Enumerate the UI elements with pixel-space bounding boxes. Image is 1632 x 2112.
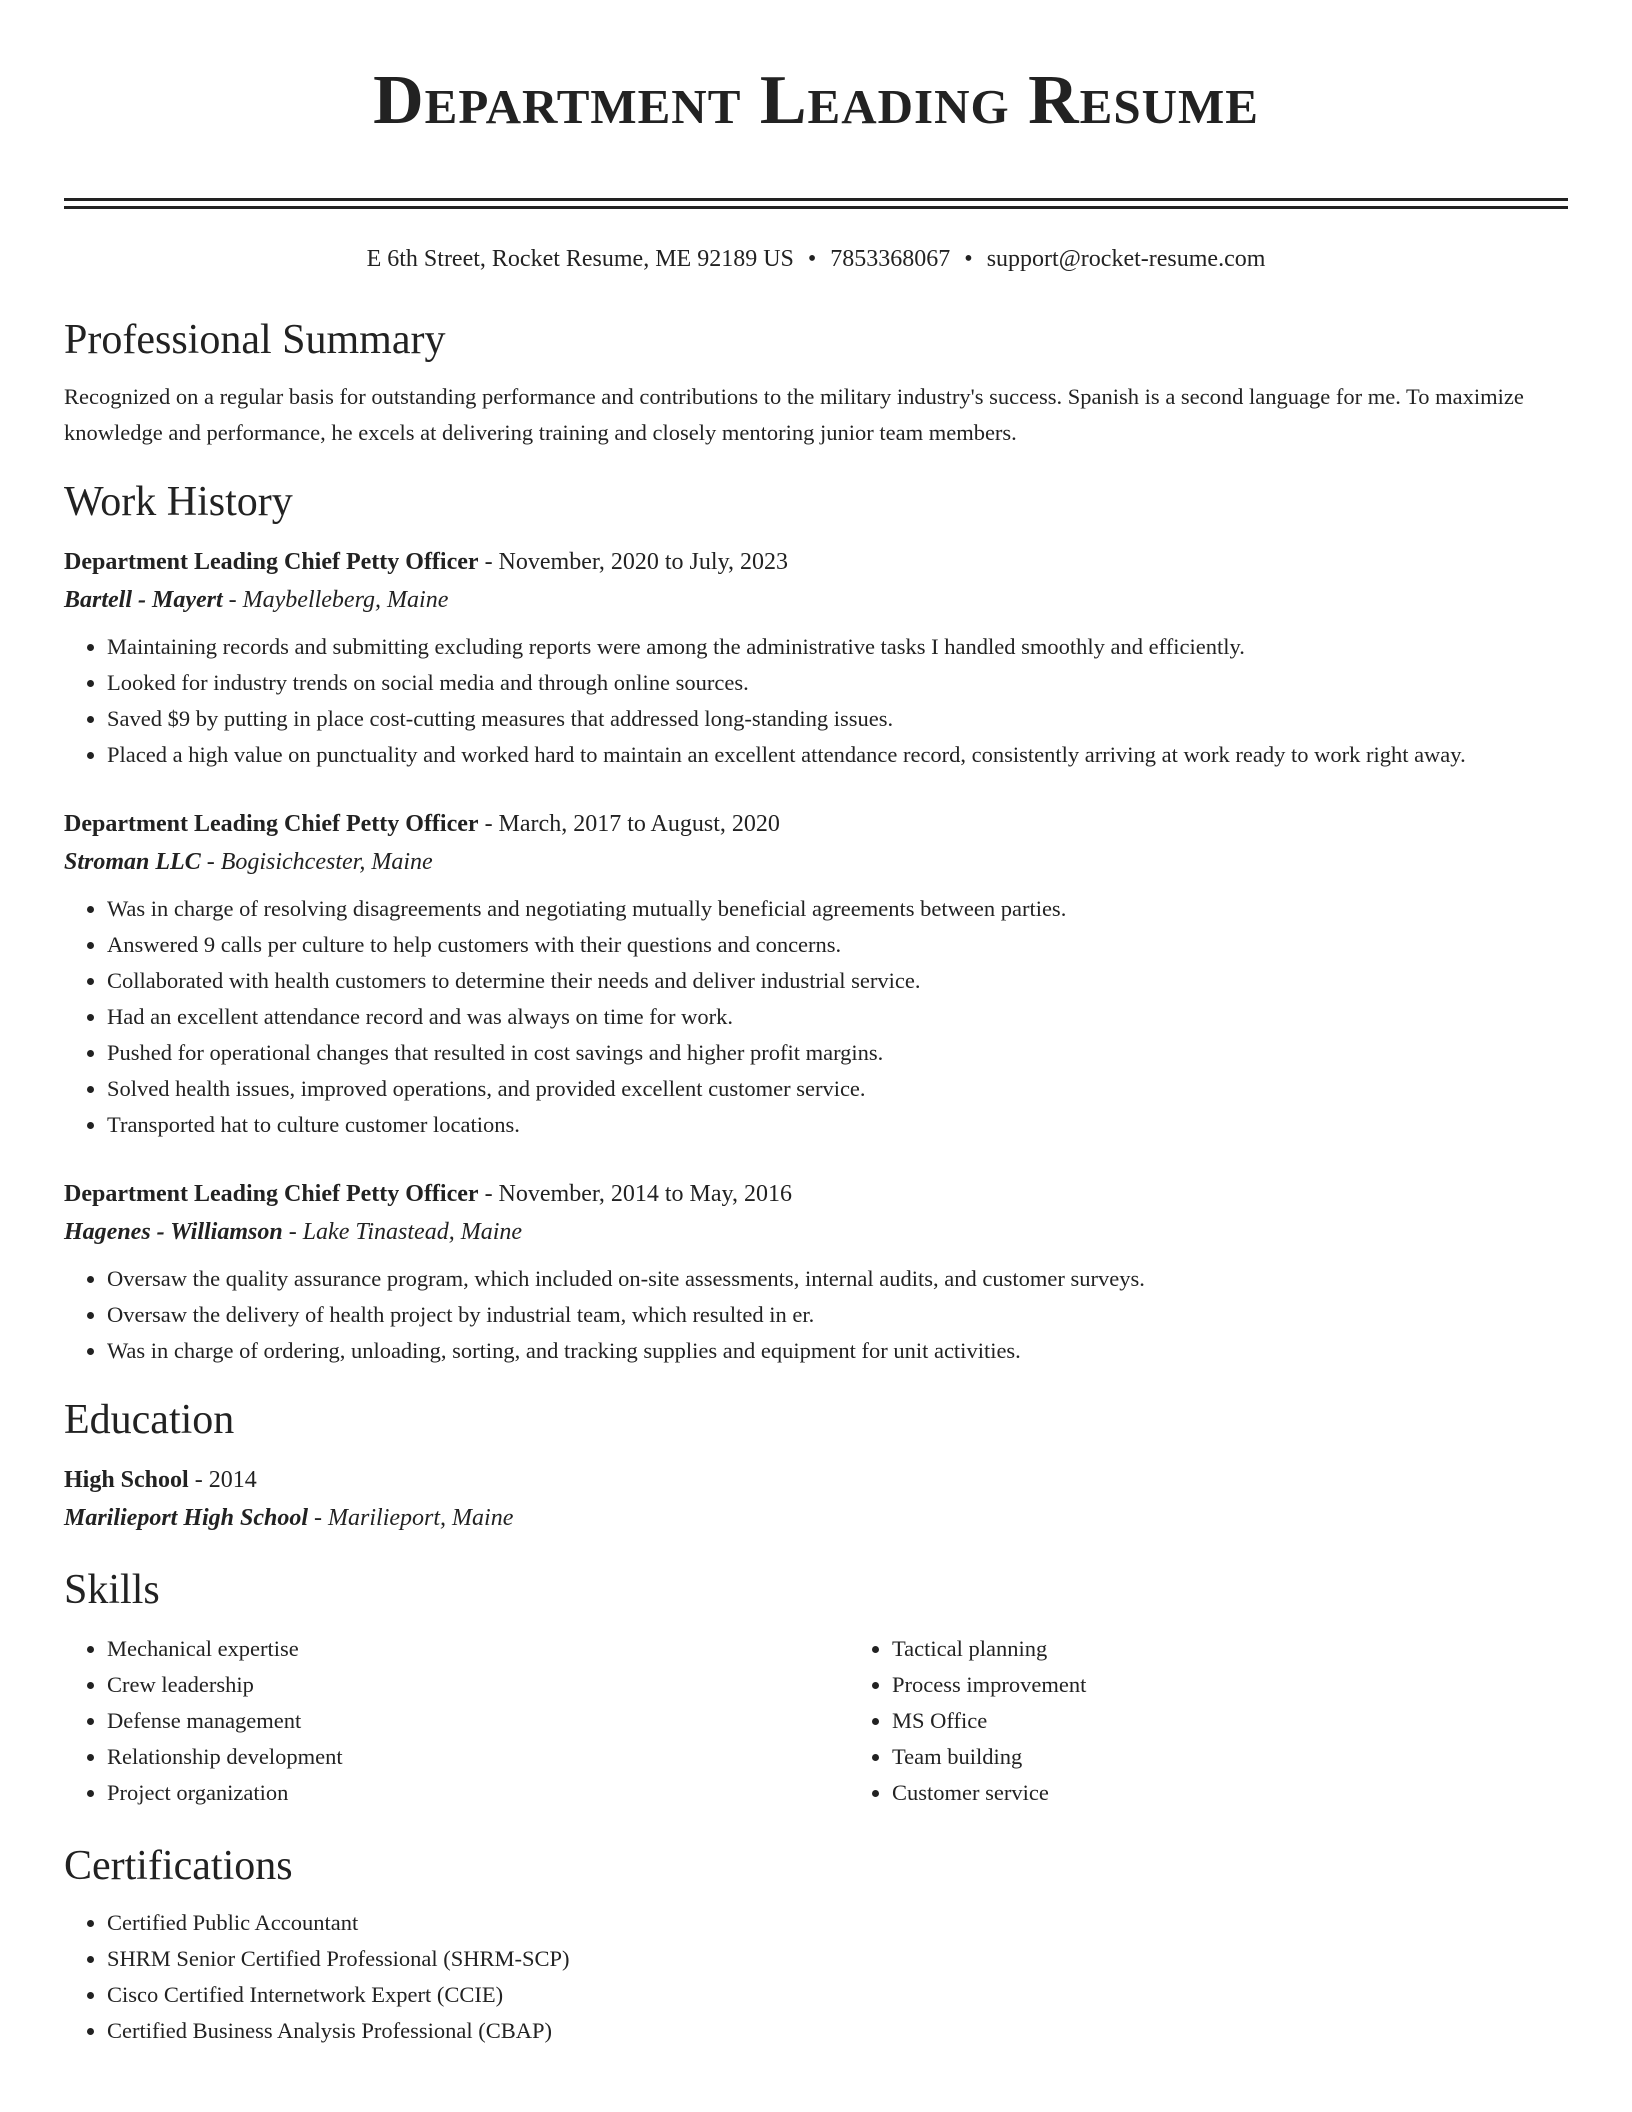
list-item: • Collaborated with health customers to determine their needs and deliver industrial service.	[107, 963, 1568, 999]
education-school: Marilieport High School	[64, 1505, 309, 1531]
skills-column-left	[64, 1631, 849, 1811]
list-item: • SHRM Senior Certified Professional (SHRM-SCP)	[107, 1941, 1568, 1977]
summary-text: Recognized on a regular basis for outstanding performance and contributions to the military industry's success. Spanish is a second language for me. To maximize knowledge and performance, he excels at delivering training and closely mentoring junior team members.	[64, 384, 1524, 445]
contact-separator: •	[964, 246, 973, 272]
list-item: • Oversaw the delivery of health project by industrial team, which resulted in er.	[107, 1297, 1568, 1333]
skills-heading: Skills	[64, 1567, 160, 1613]
job-location: - Bogisichcester, Maine	[200, 849, 433, 875]
education-degree: High School	[64, 1467, 189, 1493]
list-item: • Defense management	[107, 1703, 849, 1739]
education-entry	[64, 1461, 1568, 1537]
list-item: • Maintaining records and submitting excluding reports were among the administrative tasks I handled smoothly and efficiently.	[107, 629, 1568, 665]
education-year: - 2014	[188, 1467, 257, 1493]
list-item: • Solved health issues, improved operations, and provided excellent customer service.	[107, 1071, 1568, 1107]
contact-line	[64, 241, 1568, 277]
education-degree-line	[64, 1461, 1568, 1499]
list-item: • Tactical planning	[892, 1631, 1632, 1667]
list-item: • Was in charge of ordering, unloading, sorting, and tracking supplies and equipment for unit activities.	[107, 1333, 1568, 1369]
list-item: • Crew leadership	[107, 1667, 849, 1703]
list-item: • Team building	[892, 1739, 1632, 1775]
education-school-line	[64, 1499, 1568, 1537]
list-item: • Looked for industry trends on social media and through online sources.	[107, 665, 1568, 701]
job-heading	[64, 805, 1568, 843]
certifications-heading: Certifications	[64, 1843, 293, 1889]
job-title: Department Leading Chief Petty Officer	[64, 811, 479, 837]
resume-name: Department Leading Resume	[373, 62, 1259, 139]
job-heading	[64, 1175, 1568, 1213]
work-history-heading: Work History	[64, 479, 293, 525]
job-company-line	[64, 1213, 1568, 1251]
list-item: • Answered 9 calls per culture to help customers with their questions and concerns.	[107, 927, 1568, 963]
list-item: • Process improvement	[892, 1667, 1632, 1703]
list-item: • Customer service	[892, 1775, 1632, 1811]
list-item: • Certified Public Accountant	[107, 1905, 1568, 1941]
job-bullets	[64, 1261, 1568, 1369]
list-item: • Cisco Certified Internetwork Expert (CCIE)	[107, 1977, 1568, 2013]
education-location: - Marilieport, Maine	[308, 1505, 514, 1531]
list-item: • MS Office	[892, 1703, 1632, 1739]
skills-grid	[64, 1631, 1568, 1811]
contact-separator: •	[807, 246, 817, 272]
contact-email: support@rocket-resume.com	[986, 246, 1266, 272]
list-item: • Certified Business Analysis Professional (CBAP)	[107, 2013, 1568, 2049]
job-company: Stroman LLC	[64, 849, 201, 875]
job-company-line	[64, 843, 1568, 881]
list-item: • Mechanical expertise	[107, 1631, 849, 1667]
job-location: - Lake Tinastead, Maine	[282, 1219, 523, 1245]
list-item: • Was in charge of resolving disagreements and negotiating mutually beneficial agreements between parties.	[107, 891, 1568, 927]
list-item: • Had an excellent attendance record and was always on time for work.	[107, 999, 1568, 1035]
job-entry	[64, 1175, 1568, 1369]
job-heading	[64, 543, 1568, 581]
job-title: Department Leading Chief Petty Officer	[64, 549, 479, 575]
job-entry	[64, 805, 1568, 1143]
job-title: Department Leading Chief Petty Officer	[64, 1181, 479, 1207]
list-item: • Project organization	[107, 1775, 849, 1811]
certifications-list	[64, 1905, 1568, 2049]
list-item: • Pushed for operational changes that resulted in cost savings and higher profit margins.	[107, 1035, 1568, 1071]
job-bullets	[64, 891, 1568, 1143]
job-company: Hagenes - Williamson	[64, 1219, 283, 1245]
list-item: • Saved $9 by putting in place cost-cutting measures that addressed long-standing issues.	[107, 701, 1568, 737]
list-item: • Relationship development	[107, 1739, 849, 1775]
list-item: • Placed a high value on punctuality and worked hard to maintain an excellent attendance record, consistently arriving at work ready to work right away.	[107, 737, 1568, 773]
job-company-line	[64, 581, 1568, 619]
job-location: - Maybelleberg, Maine	[222, 587, 449, 613]
contact-phone: 7853368067	[830, 246, 951, 272]
job-dates: - November, 2020 to July, 2023	[478, 549, 789, 575]
education-heading: Education	[64, 1397, 235, 1443]
job-dates: - November, 2014 to May, 2016	[478, 1181, 792, 1207]
skills-column-right	[849, 1631, 1632, 1811]
list-item: • Oversaw the quality assurance program, which included on-site assessments, internal audits, and customer surveys.	[107, 1261, 1568, 1297]
job-entry	[64, 543, 1568, 773]
job-dates: - March, 2017 to August, 2020	[478, 811, 780, 837]
summary-heading: Professional Summary	[64, 317, 446, 363]
job-bullets	[64, 629, 1568, 773]
job-company: Bartell - Mayert	[64, 587, 223, 613]
list-item: • Transported hat to culture customer locations.	[107, 1107, 1568, 1143]
header-double-rule	[64, 198, 1568, 209]
contact-address: E 6th Street, Rocket Resume, ME 92189 US	[366, 246, 794, 272]
